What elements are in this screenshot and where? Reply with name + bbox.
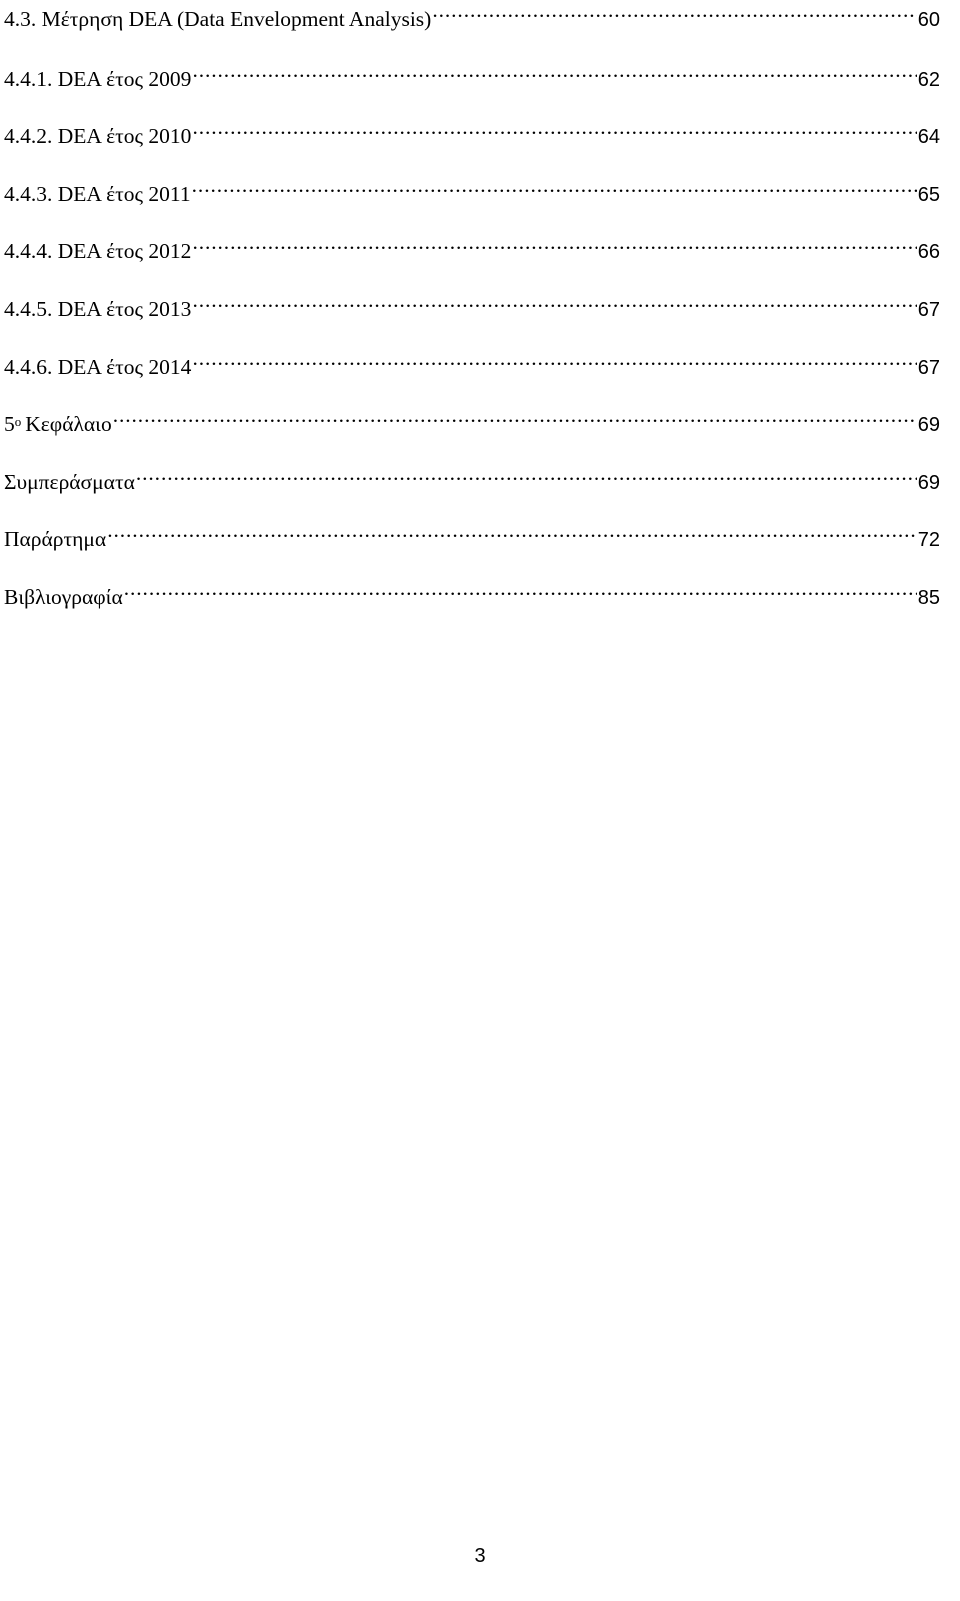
toc-leader-dots xyxy=(113,405,917,431)
toc-entry-4-4-5[interactable] xyxy=(4,288,940,346)
toc-leader-dots xyxy=(432,0,916,26)
toc-entry-label: 4.4.3. DEA έτος 2011 xyxy=(4,181,191,206)
footer-page-number: 3 xyxy=(474,1545,486,1567)
toc-entry-label: Παράρτημα xyxy=(4,527,107,552)
toc-leader-dots xyxy=(192,290,916,316)
toc-entry-label: 4.4.4. DEA έτος 2012 xyxy=(4,239,192,264)
toc-entry-page: 72 xyxy=(917,529,940,552)
toc-entry-page: 85 xyxy=(917,586,940,609)
toc-entry-appendix[interactable] xyxy=(4,518,940,576)
toc-entry-conclusions[interactable] xyxy=(4,461,940,519)
toc-entry-page: 67 xyxy=(917,298,940,321)
toc-entry-bibliography[interactable] xyxy=(4,576,940,634)
toc-entry-label: Συμπεράσματα xyxy=(4,469,135,494)
toc-leader-dots xyxy=(192,60,916,86)
toc-leader-dots xyxy=(124,578,917,604)
toc-entry-4-4-3[interactable] xyxy=(4,173,940,231)
toc-entry-label: 4.4.5. DEA έτος 2013 xyxy=(4,296,192,321)
toc-entry-4-4-4[interactable] xyxy=(4,230,940,288)
toc-entry-4-4-1[interactable] xyxy=(4,58,940,116)
toc-entry-page: 64 xyxy=(917,126,940,149)
toc-leader-dots xyxy=(192,348,916,374)
toc-leader-dots xyxy=(136,463,917,489)
toc-leader-dots xyxy=(107,520,917,546)
toc-entry-4-4-2[interactable] xyxy=(4,115,940,173)
toc-entry-page: 60 xyxy=(917,9,940,31)
toc-entry-chapter-5[interactable] xyxy=(4,403,940,461)
toc-leader-dots xyxy=(192,232,916,258)
toc-entry-4-4-6[interactable] xyxy=(4,346,940,404)
toc-entry-page: 66 xyxy=(917,241,940,264)
toc-entry-page: 69 xyxy=(917,414,940,437)
toc-entry-label: 4.4.6. DEA έτος 2014 xyxy=(4,354,192,379)
toc-entry-page: 62 xyxy=(917,68,940,91)
toc-leader-dots xyxy=(192,175,917,201)
table-of-contents xyxy=(4,0,940,634)
toc-entry-page: 67 xyxy=(917,356,940,379)
toc-entry-page: 65 xyxy=(917,183,940,206)
toc-entry-page: 69 xyxy=(917,471,940,494)
toc-leader-dots xyxy=(192,117,916,143)
toc-entry-label: Κεφάλαιο xyxy=(25,412,112,437)
toc-chapter-number: 5 xyxy=(4,412,15,437)
toc-entry-label: Βιβλιογραφία xyxy=(4,584,123,609)
toc-entry-label-group xyxy=(4,411,112,437)
toc-entry-label: 4.4.1. DEA έτος 2009 xyxy=(4,66,192,91)
toc-ordinal-suffix: ο xyxy=(14,414,22,430)
toc-entry-4-3[interactable] xyxy=(4,0,940,31)
toc-entry-label: 4.4.2. DEA έτος 2010 xyxy=(4,124,192,149)
toc-entry-label: 4.3. Μέτρηση DEA (Data Envelopment Analysis) xyxy=(4,7,432,31)
